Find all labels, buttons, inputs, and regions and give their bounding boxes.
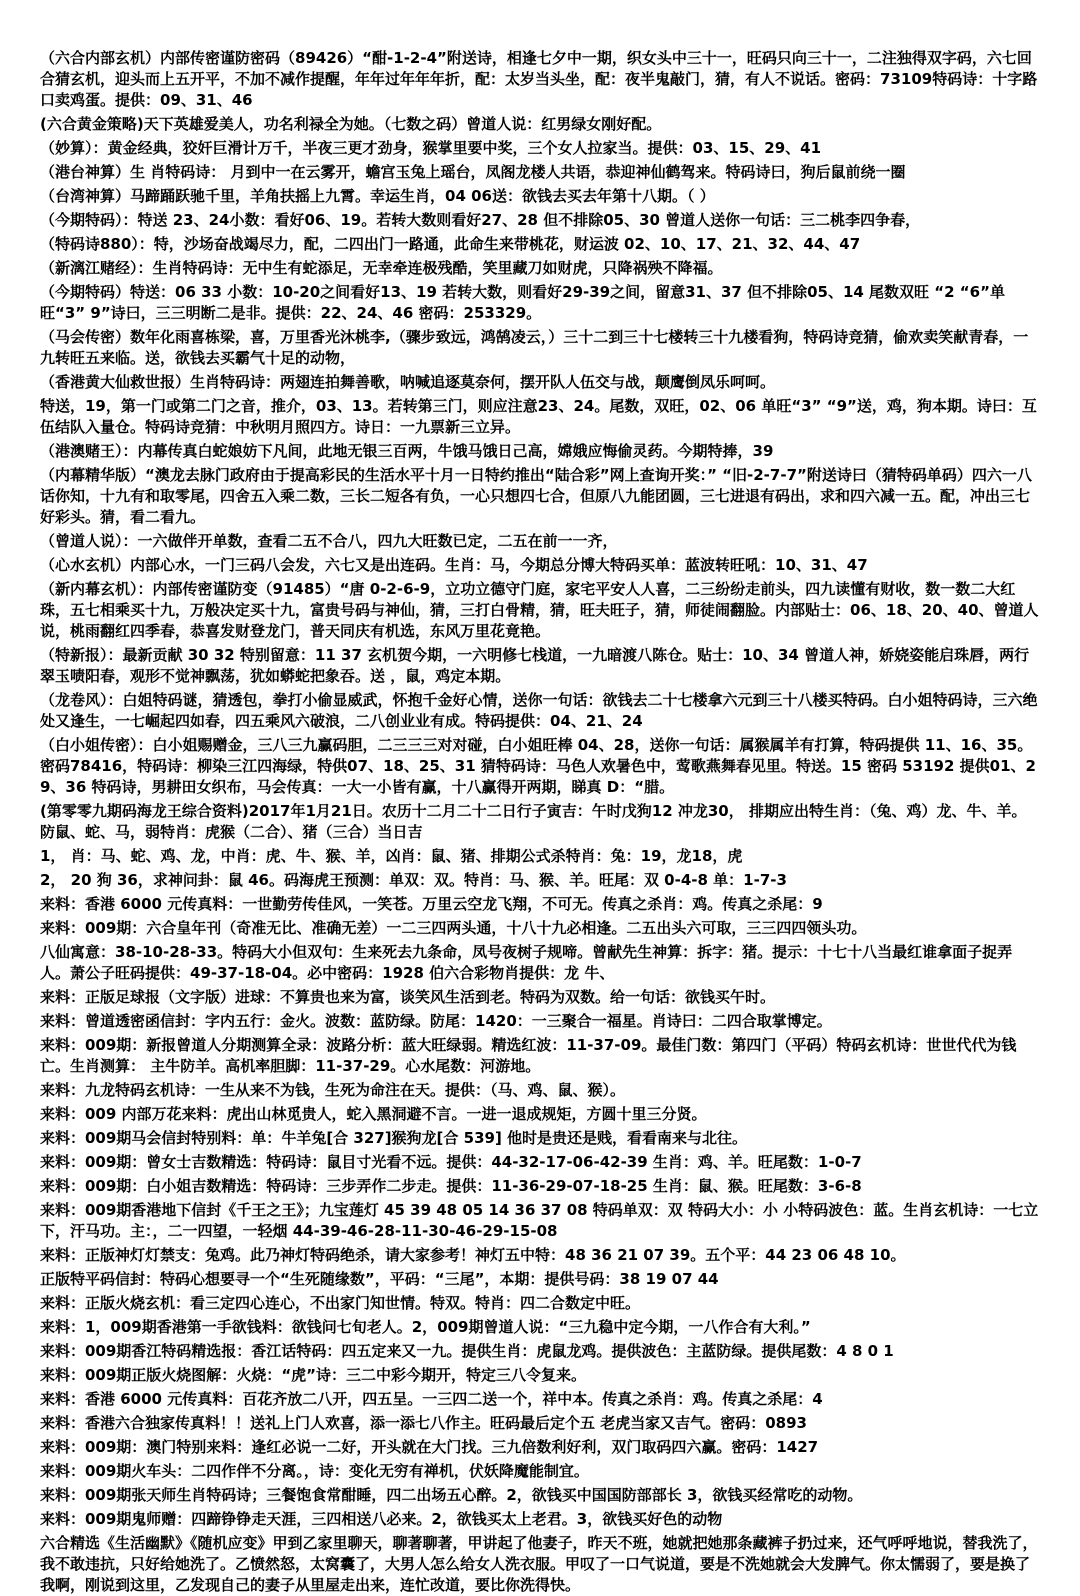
- paragraph: （新内幕玄机）：内部传密谨防变（91485）“唐 0-2-6-9，立功立德守门庭，家宅平安人人喜，二三纷纷走前头，四九读懂有财收，数一数二大红珠，五七相乘买十九，万般决定买十九，富贵号码与神仙，猜，三打白骨精，猜，旺夫旺子，猜，师徒闹翻脸。内部贴士：06、18、20、40、曾道人说，桃雨翻红四季春，恭喜发财登龙门，普天同庆有机选，东风万里花竟艳。: [40, 580, 1039, 640]
- paragraph: 来料：009期：六合皇年刊（奇准无比、准确无差）一二三四两头通，十八十九必相逢。二五出头六可取，三三四四领头功。: [40, 919, 867, 937]
- paragraph: 来料：正版足球报（文字版）进球：不算贵也来为富，谈笑风生活到老。特码为双数。给一句话：欲钱买午时。: [40, 988, 776, 1006]
- paragraph: （今期特码）：特送 23、24小数：看好06、19。若转大数则看好27、28 但不排除05、30 曾道人送你一句话：三二桃李四争春，: [40, 211, 921, 229]
- paragraph: 六合精选《生活幽默》《随机应变》甲到乙家里聊天，聊著聊著，甲讲起了他妻子，昨天不班，她就把她那条藏裤子扔过来，还气呼呼地说，替我洗了，我不敢违抗，只好给她洗了。乙愤然怒，太窝囊了，大男人怎么给女人洗衣服。甲叹了一口气说道，要是不洗她就会大发脾气。你太懦弱了，要是换了我啊，刚说到这里，乙发现自己的妻子从里屋走出来，连忙改道，要比你洗得快。: [40, 1534, 1038, 1594]
- paragraph: （曾道人说）：一六做伴开单数，查看二五不合八，四九大旺数已定，二五在前一一齐，: [40, 532, 618, 550]
- paragraph: （白小姐传密）：白小姐赐赠金，三八三九赢码胆，二三三三对对碰，白小姐旺棒 04、28，送你一句话：属猴属羊有打算，特码提供 11、16、35。密码78416，特码诗：柳染三江四海绿，特供07、18、25、31 猜特码诗：马色人欢暑色中，莺歌燕舞春见里。特送。15 密码 53192 提供01、29、36 特码诗，男耕田女织布，马会传真：一大一小皆有赢，十八赢得开两期，睇真 D：“腊。: [40, 736, 1036, 796]
- paragraph: （马会传密）数年化雨喜栋梁，喜，万里香光沐桃李,（骤步致远，鸿鹄凌云，）三十二到三十七楼转三十九楼看狗，特码诗竞猜，偷欢卖笑献青春，一九转旺五来临。送，欲钱去买霸气十足的动物，: [40, 328, 1029, 367]
- paragraph: （特码诗880）：特，沙场奋战竭尽力，配，二四出门一路通，此命生来带桃花，财运波 02、10、17、21、32、44、47: [40, 235, 861, 253]
- paragraph: 来料：香港六合独家传真料！！送礼上门人欢喜，添一添七八作主。旺码最后定个五 老虎当家又吉气。密码：0893: [40, 1414, 807, 1432]
- paragraph: 来料：009期鬼师赠：四蹄铮铮走天涯，三四相送八必来。2，欲钱买太上老君。3，欲钱买好色的动物: [40, 1510, 723, 1528]
- paragraph: （香港黄大仙救世报）生肖特码诗：两翅连拍舞善歌，呐喊追逐莫奈何，摆开队人伍交与战，颠鹰倒凤乐呵呵。: [40, 373, 776, 391]
- paragraph: 来料：009期张天师生肖特码诗；三餐饱食常酣睡，四二出场五心醉。2，欲钱买中国国防部部长 3，欲钱买经常吃的动物。: [40, 1486, 863, 1504]
- paragraph: （新漓江赌经）：生肖特码诗：无中生有蛇添足，无幸牵连极残酷，笑里藏刀如财虎，只降祸殃不降福。: [40, 259, 723, 277]
- paragraph: 来料：009期：白小姐吉数精选：特码诗：三步弄作二步走。提供：11-36-29-07-18-25 生肖：鼠、猴。旺尾数：3-6-8: [40, 1177, 862, 1195]
- paragraph: （特新报）：最新贡献 30 32 特别留意：11 37 玄机贺今期，一六明修七栈道，一九暗渡八陈仓。贴士：10、34 曾道人神，娇娆姿能启珠唇，两行翠玉啧阳春，观形不觉神飘荡，犹如蟒蛇把象吞。送 ，鼠，鸡定本期。: [40, 646, 1030, 685]
- paragraph: （港澳赌王）：内幕传真白蛇娘妨下凡间，此地无银三百两，牛饿马饿日己高，嫦娥应悔偷灵药。今期特捧，39: [40, 442, 774, 460]
- paragraph: 来料：009期正版火烧图解：火烧：“虎”诗：三二中彩今期开，特定三八令复来。: [40, 1366, 587, 1384]
- paragraph: 来料：香港 6000 元传真料：百花齐放二八开，四五呈。一三四二送一个，祥中本。传真之杀肖：鸡。传真之杀尾：4: [40, 1390, 823, 1408]
- paragraph: （心水玄机）内部心水，一门三码八会发，六七又是出连码。生肖：马，今期总分博大特码买单：蓝波转旺吼：10、31、47: [40, 556, 868, 574]
- paragraph: 来料：009期：澳门特别来料：逢红必说一二好，开头就在大门找。三九倍数利好利，双门取码四六赢。密码：1427: [40, 1438, 819, 1456]
- paragraph: （台湾神算）马蹄踊跃驰千里，羊角扶摇上九霄。幸运生肖，04 06送：欲钱去买去年第十八期。（ ）: [40, 187, 715, 205]
- paragraph: 来料：009期香港地下信封《千王之王》；九宝莲灯 45 39 48 05 14 36 37 08 特码单双：双 特码大小：小 小特码波色：蓝。生肖玄机诗：一七立下，汗马功。主：，二一四望，一轻烟 44-39-46-28-11-30-46-29-15-08: [40, 1201, 1039, 1240]
- paragraph: （今期特码）特送：06 33 小数：10-20之间看好13、19 若转大数，则看好29-39之间，留意31、37 但不排除05、14 尾数双旺 “2 “6”单旺“3” 9”诗曰，三三明断二是非。提供：22、24、46 密码：253329。: [40, 283, 1005, 322]
- paragraph: 来料：009期：新报曾道人分期测算全录：波路分析：蓝大旺绿弱。精选红波：11-37-09。最佳门数：第四门（平码）特码玄机诗：世世代代为钱亡。生肖测算： 主牛防羊。高机率胆脚：11-37-29。心水尾数：河游地。: [40, 1036, 1017, 1075]
- paragraph: 正版特平码信封：特码心想要寻一个“生死随缘数”，平码：“三尾”，本期：提供号码：38 19 07 44: [40, 1270, 719, 1288]
- paragraph: 八仙寓意：38-10-28-33。特码大小但双句：生来死去九条命，凤号夜树子规啼。曾献先生神算：拆字：猪。提示：十七十八当最红谁拿面子捉弄人。萧公子旺码提供：49-37-18-04。必中密码：1928 伯六合彩物肖提供：龙 牛、: [40, 943, 1013, 982]
- paragraph: 来料：1，009期香港第一手欲钱料：欲钱问七旬老人。2，009期曾道人说：“三九稳中定今期，一八作合有大利。”: [40, 1318, 811, 1336]
- paragraph: （港台神算）生 肖特码诗： 月到中一在云雾开，蟾宫玉兔上瑶台，凤阁龙楼人共语，恭迎神仙鹤驾来。特码诗曰，狗后鼠前绕一圈: [40, 163, 906, 181]
- paragraph: 来料：009期香江特码精选报：香江话特码：四五定来又一九。提供生肖：虎鼠龙鸡。提供波色：主蓝防绿。提供尾数：4 8 0 1: [40, 1342, 894, 1360]
- paragraph: 来料：九龙特码玄机诗：一生从来不为钱，生死为命注在天。提供：（马、鸡、鼠、猴）。: [40, 1081, 626, 1099]
- paragraph: 1， 肖：马、蛇、鸡、龙，中肖：虎、牛、猴、羊，凶肖：鼠、猪、排期公式杀特肖：兔：19，龙18，虎: [40, 847, 743, 865]
- paragraph: 特送，19，第一门或第二门之音，推介，03、13。若转第三门，则应注意23、24。尾数，双旺，02、06 单旺“3” “9”送，鸡，狗本期。诗曰：互伍结队入量仓。特码诗竞猜：中秋明月照四方。诗日：一九票新三立异。: [40, 397, 1037, 436]
- paragraph: 来料：009期马会信封特别料：单：牛羊兔[合 327]猴狗龙[合 539] 他时是贵还是贱，看看南来与北往。: [40, 1129, 748, 1147]
- paragraph: 来料：正版火烧玄机：看三定四心连心，不出家门知世情。特双。特肖：四二合数定中旺。: [40, 1294, 641, 1312]
- paragraph: 来料：009期火车头：二四作伴不分离。，诗：变化无穷有禅机，伏妖降魔能制宜。: [40, 1462, 589, 1480]
- paragraph: (第零零九期码海龙王综合资料)2017年1月21日。农历十二月二十二日行子寅吉：午时戊狗12 冲龙30， 排期应出特生肖：（兔、鸡）龙、牛、羊。防鼠、蛇、马，弱特肖：虎猴（二合）、猪（三合）当日吉: [40, 802, 1027, 841]
- paragraph: 来料：009期：曾女士吉数精选：特码诗：鼠目寸光看不远。提供：44-32-17-06-42-39 生肖：鸡、羊。旺尾数：1-0-7: [40, 1153, 862, 1171]
- paragraph: 来料：009 内部万花来料：虎出山林觅贵人，蛇入黑洞避不言。一进一退成规矩，方圆十里三分贤。: [40, 1105, 707, 1123]
- paragraph: 来料：正版神灯灯禁支：兔鸡。此乃神灯特码绝杀，请大家参考！神灯五中特：48 36 21 07 39。五个平：44 23 06 48 10。: [40, 1246, 906, 1264]
- paragraph: （妙算）：黄金经典，狡奸巨滑计万千，半夜三更才劲身，猴掌里要中奖，三个女人拉家当。提供：03、15、29、41: [40, 139, 822, 157]
- paragraph: (六合黄金策略)天下英雄爱美人，功名利禄全为她。（七数之码）曾道人说：红男绿女刚好配。: [40, 115, 662, 133]
- paragraph: （龙卷风）：白姐特码谜，猜透包，拳打小偷显威武，怀抱千金好心情，送你一句话：欲钱去二十七楼拿六元到三十八楼买特码。白小姐特码诗，三六绝处又逢生，一七崛起四如春，四五乘风六破浪，二八创业业有成。特码提供：04、21、24: [40, 691, 1038, 730]
- paragraph: 来料：曾道透密函信封：字内五行：金火。波数：蓝防绿。防尾：1420：一三聚合一福星。肖诗曰：二四合取掌博定。: [40, 1012, 832, 1030]
- paragraph-list: [40, 48, 1040, 1596]
- paragraph: 2， 20 狗 36，求神问卦：鼠 46。码海虎王预测：单双：双。特肖：马、猴、羊。旺尾：双 0-4-8 单：1-7-3: [40, 871, 787, 889]
- paragraph: （六合内部玄机）内部传密谨防密码（89426）“酣-1-2-4”附送诗，相逢七夕中一期，织女头中三十一，旺码只向三十一，二注独得双字码，六七回合猜玄机，迎头而上五开平，不加不减作提醒，年年过年年年折，配：太岁当头坐，配：夜半鬼敲门，猜，有人不说话。密码：73109特码诗：十字路口卖鸡蛋。提供：09、31、46: [40, 49, 1038, 109]
- paragraph: （内幕精华版）“澳龙去脉门政府由于提高彩民的生活水平十月一日特约推出“陆合彩”网上查询开奖：” “旧-2-7-7”附送诗曰（猜特码单码）四六一八话你知，十九有和取零尾，四舍五入乘二数，三长二短各有负，一心只想四七合，但原八九能团圆，三七进退有码出，求和四六减一五。配，冲出三七好彩头。猜，看二看九。: [40, 466, 1032, 526]
- paragraph: 来料：香港 6000 元传真料：一世勤劳传佳风，一笑苍。万里云空龙飞翔，不可无。传真之杀肖：鸡。传真之杀尾：9: [40, 895, 823, 913]
